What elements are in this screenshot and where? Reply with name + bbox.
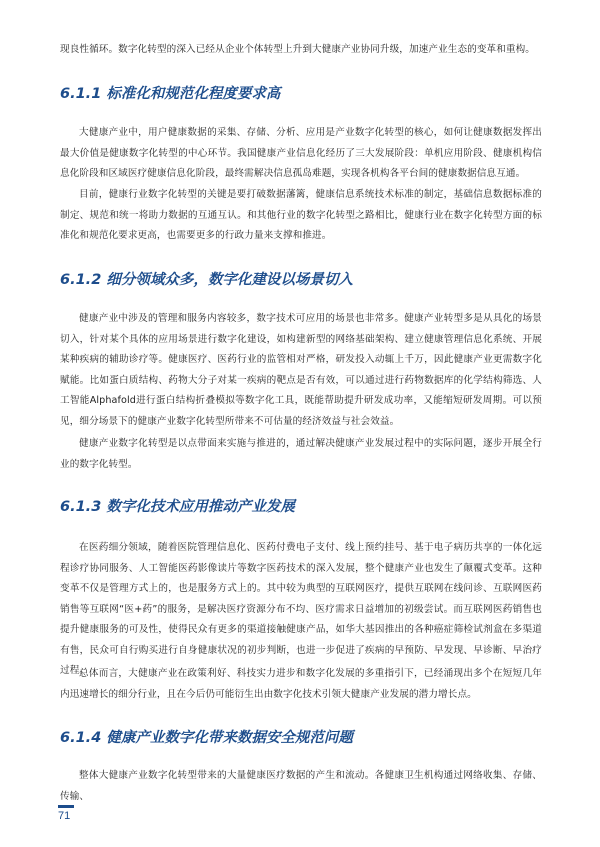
paragraph-6-1-4-a: 整体大健康产业数字化转型带来的大量健康医疗数据的产生和流动。各健康卫生机构通过网络收集、存储、传输、 bbox=[60, 770, 542, 802]
section-heading-6-1-2: 6.1.2 细分领域众多，数字化建设以场景切入 bbox=[60, 272, 353, 288]
section-heading-6-1-4: 6.1.4 健康产业数字化带来数据安全规范问题 bbox=[60, 730, 353, 746]
paragraph-6-1-2-b: 健康产业数字化转型是以点带面来实施与推进的，通过解决健康产业发展过程中的实际问题，逐步开展全行业的数字化转型。 bbox=[60, 438, 542, 470]
paragraph-6-1-3-a: 在医药细分领域，随着医院管理信息化、医药付费电子支付、线上预约挂号、基于电子病历共享的一体化远程诊疗协同服务、人工智能医药影像读片等数字医药技术的深入发展，整个健康产业也发生了颠覆式变革。这种变革不仅是管理方式上的，也是服务方式上的。其中较为典型的互联网医疗，提供互联网在线问诊、互联网医药销售等互联网“医+药”的服务，是解决医疗资源分布不均、医疗需求日益增加的初级尝试。而互联网医药销售也提升健康服务的可及性，使得民众有更多的渠道接触健康产品，如华大基因推出的各种癌症筛检试剂盒在多渠道有售，民众可自行购买进行自身健康状况的初步判断，也进一步促进了疾病的早预防、早发现、早诊断、早治疗过程。 bbox=[60, 542, 542, 676]
page-number: 71 bbox=[58, 810, 71, 822]
paragraph-6-1-1-b: 目前，健康行业数字化转型的关键是要打破数据藩篱，健康信息系统技术标准的制定，基础信息数据标准的制定、规范和统一将助力数据的互通互认。和其他行业的数字化转型之路相比，健康行业在数字化转型方面的标准化和规范化要求更高，也需要更多的行政力量来支撑和推进。 bbox=[60, 189, 542, 241]
paragraph-6-1-2-a: 健康产业中涉及的管理和服务内容较多，数字技术可应用的场景也非常多。健康产业转型多是从具化的场景切入，针对某个具体的应用场景进行数字化建设，如构建新型的网络基础架构、建立健康管理信息化系统、开展某种疾病的辅助诊疗等。健康医疗、医药行业的监管相对严格，研发投入动辄上千万，因此健康产业更需数字化赋能。比如蛋白质结构、药物大分子对某一疾病的靶点是否有效，可以通过进行药物数据库的化学结构筛选、人工智能Alphafold进行蛋白结构折叠模拟等数字化工具，既能帮助提升研发成功率，又能缩短研发周期。可以预见，细分场景下的健康产业数字化转型所带来不可估量的经济效益与社会效益。 bbox=[60, 313, 542, 427]
paragraph-6-1-1-a: 大健康产业中，用户健康数据的采集、存储、分析、应用是产业数字化转型的核心，如何让健康数据发挥出最大价值是健康数字化转型的中心环节。我国健康产业信息化经历了三大发展阶段：单机应用阶段、健康机构信息化阶段和区域医疗健康信息化阶段，最终需解决信息孤岛难题，实现各机构各平台间的健康数据信息互通。 bbox=[60, 127, 542, 179]
footer-accent-bar bbox=[58, 805, 74, 808]
section-heading-6-1-3: 6.1.3 数字化技术应用推动产业发展 bbox=[60, 499, 295, 515]
paragraph-6-1-3-b: 总体而言，大健康产业在政策利好、科技实力进步和数字化发展的多重指引下，已经涌现出多个在短短几年内迅速增长的细分行业，且在今后仍可能衍生出由数字化技术引领大健康产业发展的潜力增长点。 bbox=[60, 668, 542, 700]
intro-paragraph: 现良性循环。数字化转型的深入已经从企业个体转型上升到大健康产业协同升级，加速产业生态的变革和重构。 bbox=[60, 44, 535, 55]
section-heading-6-1-1: 6.1.1 标准化和规范化程度要求高 bbox=[60, 86, 281, 102]
